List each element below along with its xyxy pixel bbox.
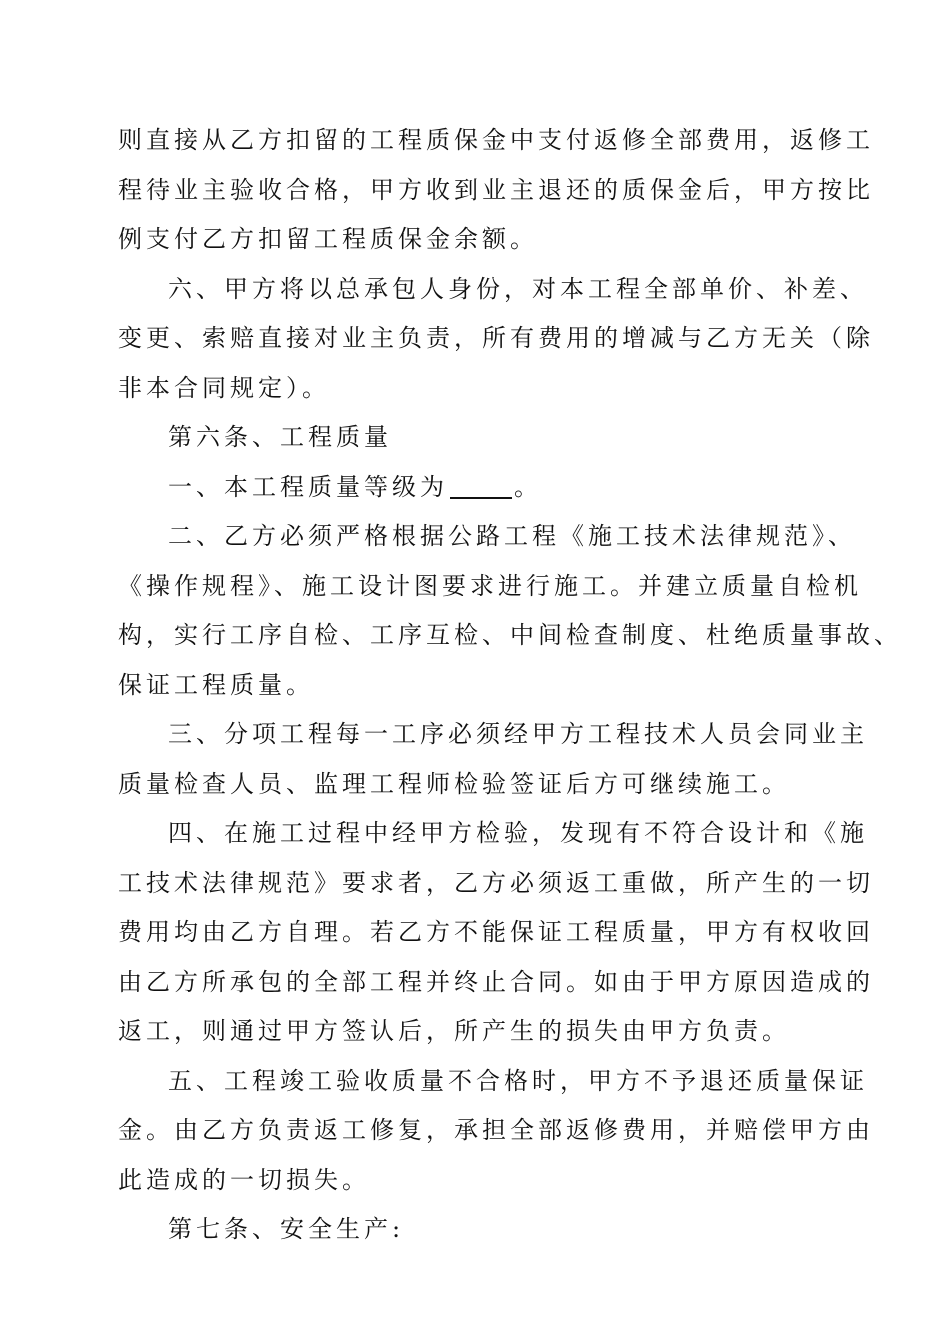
text-line: 由乙方所承包的全部工程并终止合同。如由于甲方原因造成的 bbox=[118, 967, 874, 996]
paragraph-four-start: 四、在施工过程中经甲方检验，发现有不符合设计和《施 bbox=[168, 819, 868, 847]
quality-grade-label: 一、本工程质量等级为 bbox=[168, 472, 448, 501]
text-line: 构，实行工序自检、工序互检、中间检查制度、杜绝质量事故、 bbox=[118, 621, 902, 649]
section-heading-article-6: 第六条、工程质量 bbox=[168, 423, 392, 451]
quality-grade-line bbox=[118, 463, 848, 513]
text-line: 工技术法律规范》要求者，乙方必须返工重做，所产生的一切 bbox=[118, 868, 874, 897]
text-line: 《操作规程》、施工设计图要求进行施工。并建立质量自检机 bbox=[118, 571, 862, 600]
text-line: 质量检查人员、监理工程师检验签证后方可继续施工。 bbox=[118, 769, 790, 798]
section-heading-article-7: 第七条、安全生产: bbox=[168, 1215, 405, 1243]
quality-grade-end: 。 bbox=[514, 472, 542, 501]
text-line: 例支付乙方扣留工程质保金余额。 bbox=[118, 225, 538, 253]
paragraph-six-start: 六、甲方将以总承包人身份，对本工程全部单价、补差、 bbox=[168, 274, 868, 303]
text-line: 保证工程质量。 bbox=[118, 670, 314, 699]
text-line: 非本合同规定）。 bbox=[118, 373, 330, 402]
text-line: 返工，则通过甲方签认后，所产生的损失由甲方负责。 bbox=[118, 1017, 790, 1045]
paragraph-three-start: 三、分项工程每一工序必须经甲方工程技术人员会同业主 bbox=[168, 720, 868, 748]
paragraph-five-start: 五、工程竣工验收质量不合格时，甲方不予退还质量保证 bbox=[168, 1066, 868, 1095]
text-line: 费用均由乙方自理。若乙方不能保证工程质量，甲方有权收回 bbox=[118, 918, 874, 946]
text-line: 则直接从乙方扣留的工程质保金中支付返修全部费用，返修工 bbox=[118, 126, 874, 154]
fill-in-blank bbox=[450, 471, 512, 499]
paragraph-two-start: 二、乙方必须严格根据公路工程《施工技术法律规范》、 bbox=[168, 522, 856, 550]
text-line: 程待业主验收合格，甲方收到业主退还的质保金后，甲方按比 bbox=[118, 175, 874, 204]
text-line: 此造成的一切损失。 bbox=[118, 1165, 370, 1194]
document-body bbox=[118, 116, 902, 1255]
text-line: 变更、索赔直接对业主负责，所有费用的增减与乙方无关（除 bbox=[118, 324, 874, 352]
text-line: 金。由乙方负责返工修复，承担全部返修费用，并赔偿甲方由 bbox=[118, 1116, 874, 1144]
